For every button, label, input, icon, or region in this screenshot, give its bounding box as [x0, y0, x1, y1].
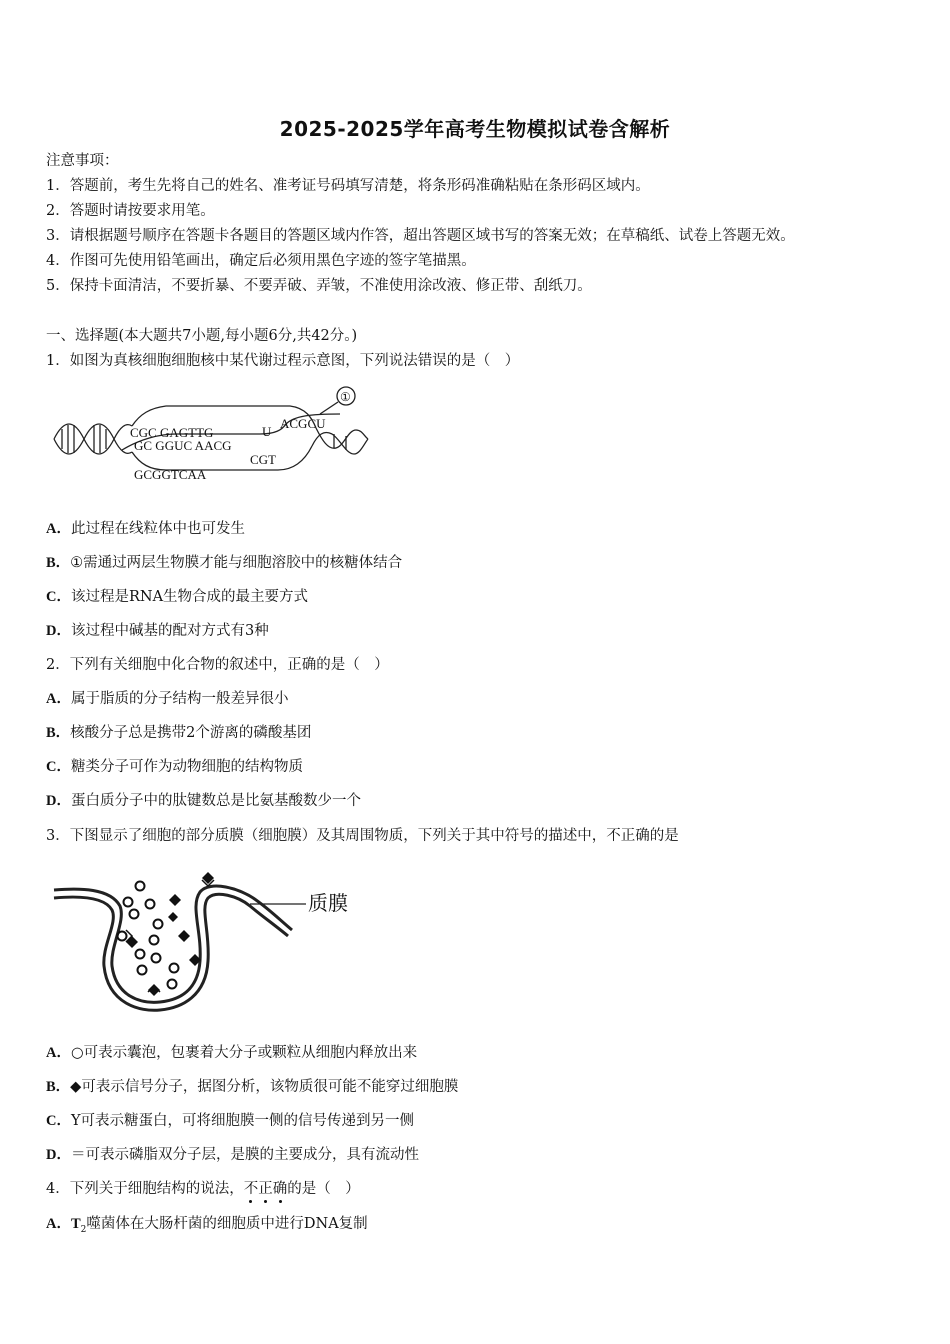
question-3-stem: 3．下图显示了细胞的部分质膜（细胞膜）及其周围物质，下列关于其中符号的描述中，不正确的是 — [46, 828, 679, 844]
question-1-stem: 1．如图为真核细胞细胞核中某代谢过程示意图，下列说法错误的是（ ） — [46, 353, 520, 369]
option-text: ◆可表示信号分子，据图分析，该物质很可能不能穿过细胞膜 — [70, 1079, 459, 1095]
option-text: 糖类分子可作为动物细胞的结构物质 — [70, 759, 303, 775]
option-letter: A． — [46, 1045, 71, 1061]
transcription-diagram — [50, 384, 370, 494]
stem-part: 的是（ ） — [287, 1181, 360, 1197]
option-letter: D． — [46, 1147, 71, 1163]
marker-1: ① — [340, 390, 351, 404]
question-4-stem — [46, 1179, 360, 1199]
page-title: 2025-2025学年高考生物模拟试卷含解析 — [279, 117, 671, 141]
notice-heading: 注意事项： — [46, 153, 119, 169]
dna-bottom-tail-text: CGT — [250, 452, 276, 467]
stem-part: 4．下列关于细胞结构的说法， — [46, 1181, 244, 1197]
option-letter: C． — [46, 589, 71, 605]
option-row — [46, 1043, 417, 1063]
notice-item: 2．答题时请按要求用笔。 — [46, 203, 215, 219]
option-text: ＝可表示磷脂双分子层，是膜的主要成分，具有流动性 — [70, 1147, 419, 1163]
rna-tail-u: U — [262, 424, 272, 439]
emphasized-text: 不正确 — [243, 1181, 288, 1197]
option-row — [46, 723, 311, 743]
option-row — [46, 621, 269, 641]
option-row — [46, 757, 303, 777]
option-row — [46, 1077, 458, 1097]
option-row — [46, 791, 361, 811]
option-letter: C． — [46, 759, 71, 775]
emphasis-dot — [249, 1200, 252, 1203]
notice-item: 4．作图可先使用铅笔画出，确定后必须用黑色字迹的签字笔描黑。 — [46, 253, 476, 269]
option-row — [46, 587, 308, 607]
option-row — [46, 1214, 368, 1240]
membrane-diagram — [50, 866, 370, 1016]
option-letter: D． — [46, 793, 71, 809]
option-row — [46, 553, 402, 573]
option-row — [46, 519, 245, 539]
option-letter: B． — [46, 1079, 71, 1095]
membrane-label: 质膜 — [308, 891, 348, 915]
option-row — [46, 1111, 414, 1131]
option-row — [46, 1145, 419, 1165]
option-text: Y可表示糖蛋白，可将细胞膜一侧的信号传递到另一侧 — [70, 1113, 415, 1129]
option-letter: B． — [46, 725, 71, 741]
released-rna-text: ACGCU — [280, 416, 326, 431]
emphasis-dot — [279, 1200, 282, 1203]
option-letter: B． — [46, 555, 71, 571]
option-text-pre: T — [70, 1216, 81, 1232]
emphasis-dot — [264, 1200, 267, 1203]
option-text: 此过程在线粒体中也可发生 — [70, 521, 245, 537]
option-text: ①需通过两层生物膜才能与细胞溶胶中的核糖体结合 — [70, 555, 403, 571]
option-text: ○可表示囊泡，包裹着大分子或颗粒从细胞内释放出来 — [70, 1045, 418, 1061]
notice-item: 3．请根据题号顺序在答题卡各题目的答题区域内作答，超出答题区域书写的答案无效；在草稿纸、试卷上答题无效。 — [46, 228, 795, 244]
option-text: 该过程中碱基的配对方式有3种 — [70, 623, 269, 639]
option-letter: A． — [46, 521, 71, 537]
option-letter: A． — [46, 1216, 71, 1232]
rna-strand-text: GC GGUC AACG — [134, 438, 232, 453]
option-text: 核酸分子总是携带2个游离的磷酸基团 — [70, 725, 312, 741]
option-letter: C． — [46, 1113, 71, 1129]
option-text: 噬菌体在大肠杆菌的细胞质中进行DNA复制 — [86, 1216, 368, 1232]
emphasized-word — [244, 1181, 288, 1197]
option-letter: A． — [46, 691, 71, 707]
option-text: 属于脂质的分子结构一般差异很小 — [70, 691, 289, 707]
option-letter: D． — [46, 623, 71, 639]
option-text: 蛋白质分子中的肽键数总是比氨基酸数少一个 — [70, 793, 361, 809]
notice-item: 1．答题前，考生先将自己的姓名、准考证号码填写清楚，将条形码准确粘贴在条形码区域内。 — [46, 178, 650, 194]
option-subscript: 2 — [80, 1224, 87, 1235]
option-row — [46, 689, 288, 709]
option-text: 该过程是RNA生物合成的最主要方式 — [70, 589, 309, 605]
dna-top-strand-text: CGC GAGTTG — [130, 425, 214, 440]
notice-item: 5．保持卡面清洁，不要折暴、不要弄破、弄皱，不准使用涂改液、修正带、刮纸刀。 — [46, 278, 592, 294]
question-2-stem: 2．下列有关细胞中化合物的叙述中，正确的是（ ） — [46, 657, 389, 673]
dna-bottom-strand-text: GCGGTCAA — [134, 467, 207, 482]
section-heading: 一、选择题(本大题共7小题,每小题6分,共42分。) — [46, 328, 358, 344]
